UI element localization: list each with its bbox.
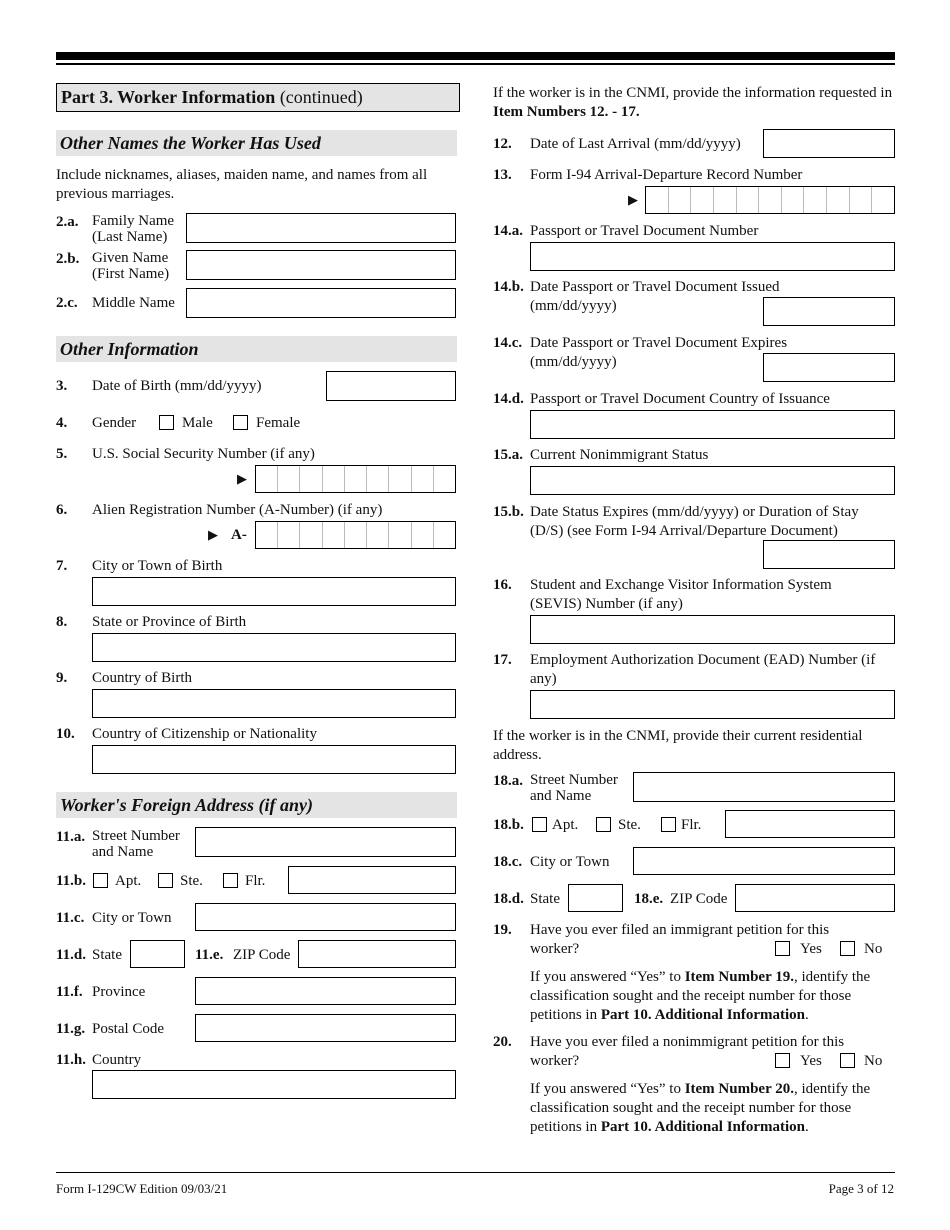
ssn-field[interactable] [255,465,456,493]
item-2a-label-sub: (Last Name) [92,229,168,245]
dob-field[interactable] [326,371,456,401]
cnmi-zip-field[interactable] [735,884,895,912]
passport-number-label: Passport or Travel Document Number [530,223,759,239]
foreign-zip-label: ZIP Code [233,947,291,963]
foreign-state-label: State [92,947,122,963]
part-title-suffix: (continued) [275,87,363,107]
sevis-label-sub: (SEVIS) Number (if any) [530,596,683,612]
cnmi-flr-label: Flr. [681,817,702,833]
foreign-zip-field[interactable] [298,940,456,968]
item-3-number: 3. [56,378,68,394]
city-of-birth-field[interactable] [92,577,456,606]
cnmi-apt-label: Apt. [552,817,579,833]
country-of-birth-field[interactable] [92,689,456,718]
passport-expires-format: (mm/dd/yyyy) [530,354,617,370]
gender-male-label: Male [182,415,213,431]
country-of-birth-label: Country of Birth [92,670,192,686]
q20-no-label: No [864,1053,883,1069]
section-other-names: Other Names the Worker Has Used [56,130,457,156]
last-arrival-label: Date of Last Arrival (mm/dd/yyyy) [530,136,741,152]
item-7-number: 7. [56,558,68,574]
passport-issued-label: Date Passport or Travel Document Issued [530,279,780,295]
q19-note-c: , identify the classification sought and the receipt number for those petitions in [530,969,871,1023]
ead-label: Employment Authorization Document (EAD) Number (if [530,652,876,668]
status-expires-field[interactable] [763,540,895,569]
part-title: Part 3. Worker Information [61,87,276,107]
foreign-apt-label: Apt. [115,873,142,889]
citizenship-label: Country of Citizenship or Nationality [92,726,317,742]
cnmi-state-field[interactable] [568,884,623,912]
q19-note-e: . [805,1007,809,1023]
item-13-number: 13. [493,167,512,183]
q19-no-label: No [864,941,883,957]
foreign-flr-label: Flr. [245,873,266,889]
other-names-intro: Include nicknames, aliases, maiden name, and names from all previous marriages. [56,167,428,202]
item-15b-number: 15.b. [493,504,524,520]
gender-male-checkbox[interactable] [159,415,174,430]
q20-note-part: Part 10. Additional Information [600,1119,806,1135]
passport-issued-field[interactable] [763,297,895,326]
passport-expires-field[interactable] [763,353,895,382]
item-18e-number: 18.e. [634,891,664,907]
foreign-flr-checkbox[interactable] [223,873,238,888]
item-20-number: 20. [493,1034,512,1050]
gender-label: Gender [92,415,137,431]
passport-country-label: Passport or Travel Document Country of Issuance [530,391,830,407]
cnmi-intro [493,84,895,122]
item-19-number: 19. [493,922,512,938]
form-edition: Form I-129CW Edition 09/03/21 [56,1181,228,1196]
cnmi-city-field[interactable] [633,847,895,875]
foreign-street-field[interactable] [195,827,456,857]
q20-yes-checkbox[interactable] [775,1053,790,1068]
item-2b-label: Given Name [92,250,169,266]
item-14c-number: 14.c. [493,335,523,351]
foreign-ste-checkbox[interactable] [158,873,173,888]
page-number: Page 3 of 12 [828,1181,894,1196]
cnmi-intro-items: Item Numbers 12. - 17. [493,104,640,120]
ssn-label: U.S. Social Security Number (if any) [92,446,315,462]
item-14b-number: 14.b. [493,279,524,295]
item-2a-number: 2.a. [56,214,79,230]
item-2b-number: 2.b. [56,251,80,267]
section-foreign-address: Worker's Foreign Address (if any) [56,792,457,818]
item-2b-label-sub: (First Name) [92,266,170,282]
a-number-field[interactable] [255,521,456,549]
q19-note-a: If you answered “Yes” to [530,969,685,985]
q20-label-sub: worker? [530,1053,580,1069]
cnmi-state-label: State [530,891,560,907]
ead-label-sub: any) [530,671,557,687]
item-11a-number: 11.a. [56,829,86,845]
q19-label: Have you ever filed an immigrant petition for this [530,922,830,938]
item-2c-label: Middle Name [92,295,175,311]
cnmi-unit-field[interactable] [725,810,895,838]
item-11e-number: 11.e. [195,947,224,963]
ssn-arrow-icon: ▶ [237,471,247,486]
top-rule [56,52,895,60]
item-16-number: 16. [493,577,512,593]
gender-female-label: Female [256,415,301,431]
q20-label: Have you ever filed a nonimmigrant petition for this [530,1034,845,1050]
item-11c-number: 11.c. [56,910,85,926]
cnmi-street-label-sub: and Name [530,788,592,804]
foreign-city-field[interactable] [195,903,456,931]
foreign-apt-checkbox[interactable] [93,873,108,888]
nonimmigrant-status-field[interactable] [530,466,895,495]
item-11g-number: 11.g. [56,1021,86,1037]
item-11f-number: 11.f. [56,984,83,1000]
a-number-arrow-icon: ▶ [208,527,218,542]
item-17-number: 17. [493,652,512,668]
dob-label: Date of Birth (mm/dd/yyyy) [92,378,262,394]
i94-field[interactable] [645,186,895,214]
q19-label-sub: worker? [530,941,580,957]
part-header [56,83,460,112]
q20-note-item: Item Number 20. [684,1081,794,1097]
item-6-number: 6. [56,502,68,518]
item-11d-number: 11.d. [56,947,87,963]
given-name-field[interactable] [186,250,456,280]
top-rule-thin [56,63,895,65]
cnmi-street-field[interactable] [633,772,895,802]
q20-no-checkbox[interactable] [840,1053,855,1068]
sevis-label: Student and Exchange Visitor Information System [530,577,832,593]
item-9-number: 9. [56,670,68,686]
passport-issued-format: (mm/dd/yyyy) [530,298,617,314]
passport-expires-label: Date Passport or Travel Document Expires [530,335,788,351]
cnmi-flr-checkbox[interactable] [661,817,676,832]
item-10-number: 10. [56,726,75,742]
a-number-prefix: A- [231,527,247,543]
i94-label: Form I-94 Arrival-Departure Record Number [530,167,803,183]
cnmi-ste-checkbox[interactable] [596,817,611,832]
item-11h-number: 11.h. [56,1052,87,1068]
q20-note-e: . [805,1119,809,1135]
item-4-number: 4. [56,415,68,431]
foreign-street-label-sub: and Name [92,844,154,860]
item-2a-label: Family Name [92,213,175,229]
foreign-country-label: Country [92,1052,142,1068]
foreign-street-label: Street Number [92,828,180,844]
foreign-country-field[interactable] [92,1070,456,1099]
footer-rule [56,1172,895,1173]
item-18d-number: 18.d. [493,891,524,907]
item-12-number: 12. [493,136,512,152]
item-14a-number: 14.a. [493,223,523,239]
middle-name-field[interactable] [186,288,456,318]
item-15a-number: 15.a. [493,447,523,463]
cnmi-apt-checkbox[interactable] [532,817,547,832]
i94-arrow-icon: ▶ [628,192,638,207]
q20-yes-label: Yes [800,1053,822,1069]
passport-number-field[interactable] [530,242,895,271]
q20-note-c: , identify the classification sought and the receipt number for those petitions in [530,1081,871,1135]
q19-yes-label: Yes [800,941,822,957]
province-label: Province [92,984,146,1000]
q19-note-part: Part 10. Additional Information [600,1007,806,1023]
q19-note-item: Item Number 19. [684,969,794,985]
item-2c-number: 2.c. [56,295,78,311]
q19-no-checkbox[interactable] [840,941,855,956]
item-5-number: 5. [56,446,68,462]
section-other-information: Other Information [56,336,457,362]
cnmi-zip-label: ZIP Code [670,891,728,907]
foreign-unit-field[interactable] [288,866,456,894]
status-expires-label: Date Status Expires (mm/dd/yyyy) or Duration of Stay [530,504,859,520]
citizenship-field[interactable] [92,745,456,774]
family-name-field[interactable] [186,213,456,243]
cnmi-ste-label: Ste. [618,817,641,833]
postal-code-label: Postal Code [92,1021,165,1037]
nonimmigrant-status-label: Current Nonimmigrant Status [530,447,709,463]
province-field[interactable] [195,977,456,1005]
passport-country-field[interactable] [530,410,895,439]
state-of-birth-field[interactable] [92,633,456,662]
q20-note [530,1080,895,1137]
item-18c-number: 18.c. [493,854,523,870]
cnmi-city-label: City or Town [530,854,610,870]
q19-yes-checkbox[interactable] [775,941,790,956]
cnmi-intro-text: If the worker is in the CNMI, provide the information requested in [493,85,893,101]
foreign-ste-label: Ste. [180,873,203,889]
cnmi-street-label: Street Number [530,772,618,788]
foreign-city-label: City or Town [92,910,172,926]
status-expires-label-sub: (D/S) (see Form I-94 Arrival/Departure Document) [530,523,838,539]
item-14d-number: 14.d. [493,391,524,407]
ead-field[interactable] [530,690,895,719]
a-number-label: Alien Registration Number (A-Number) (if any) [92,502,383,518]
item-11b-number: 11.b. [56,873,87,889]
foreign-state-field[interactable] [130,940,185,968]
q19-note [530,968,895,1025]
state-of-birth-label: State or Province of Birth [92,614,247,630]
item-8-number: 8. [56,614,68,630]
address-intro: If the worker is in the CNMI, provide their current residential address. [493,728,863,763]
sevis-field[interactable] [530,615,895,644]
gender-female-checkbox[interactable] [233,415,248,430]
last-arrival-field[interactable] [763,129,895,158]
postal-code-field[interactable] [195,1014,456,1042]
city-of-birth-label: City or Town of Birth [92,558,223,574]
item-18a-number: 18.a. [493,773,523,789]
q20-note-a: If you answered “Yes” to [530,1081,685,1097]
item-18b-number: 18.b. [493,817,524,833]
